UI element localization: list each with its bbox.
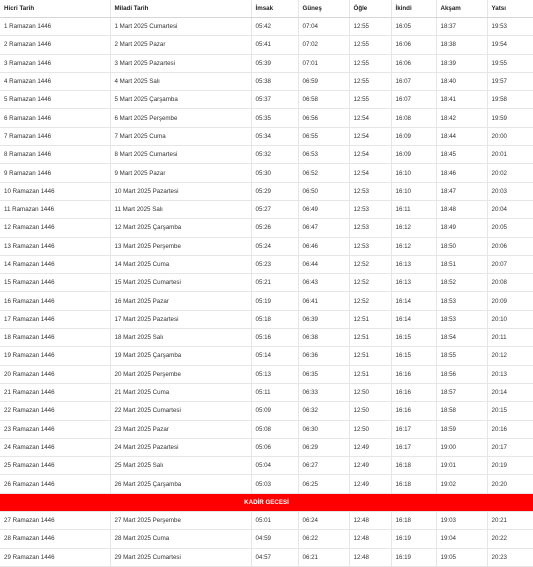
cell-imsak-time: 05:34 xyxy=(251,127,298,145)
cell-imsak-time: 04:57 xyxy=(251,548,298,566)
cell-aksam-time: 18:42 xyxy=(436,109,487,127)
cell-imsak-time: 05:23 xyxy=(251,255,298,273)
cell-yatsi-time: 20:06 xyxy=(487,237,533,255)
cell-ogle-time: 12:49 xyxy=(349,475,391,493)
col-header-ikindi: İkindi xyxy=(391,0,436,18)
cell-yatsi-time: 20:00 xyxy=(487,127,533,145)
cell-ikindi-time: 16:07 xyxy=(391,91,436,109)
cell-yatsi-time: 20:14 xyxy=(487,383,533,401)
cell-yatsi-time: 20:02 xyxy=(487,164,533,182)
cell-hicri-date: 24 Ramazan 1446 xyxy=(0,438,110,456)
cell-imsak-time: 05:04 xyxy=(251,457,298,475)
cell-miladi-date: 21 Mart 2025 Cuma xyxy=(110,383,251,401)
cell-aksam-time: 19:00 xyxy=(436,438,487,456)
cell-yatsi-time: 20:21 xyxy=(487,512,533,530)
cell-gunes-time: 06:47 xyxy=(298,219,349,237)
cell-hicri-date: 25 Ramazan 1446 xyxy=(0,457,110,475)
cell-ogle-time: 12:53 xyxy=(349,200,391,218)
cell-aksam-time: 18:59 xyxy=(436,420,487,438)
table-row xyxy=(0,402,533,420)
cell-imsak-time: 05:08 xyxy=(251,420,298,438)
cell-miladi-date: 7 Mart 2025 Cuma xyxy=(110,127,251,145)
cell-hicri-date: 27 Ramazan 1446 xyxy=(0,512,110,530)
table-row xyxy=(0,72,533,90)
cell-ikindi-time: 16:16 xyxy=(391,402,436,420)
cell-ogle-time: 12:49 xyxy=(349,457,391,475)
cell-gunes-time: 07:04 xyxy=(298,18,349,36)
cell-yatsi-time: 19:57 xyxy=(487,72,533,90)
cell-imsak-time: 05:41 xyxy=(251,36,298,54)
cell-miladi-date: 12 Mart 2025 Çarşamba xyxy=(110,219,251,237)
cell-yatsi-time: 20:07 xyxy=(487,255,533,273)
cell-aksam-time: 18:40 xyxy=(436,72,487,90)
cell-aksam-time: 18:39 xyxy=(436,54,487,72)
cell-aksam-time: 18:52 xyxy=(436,274,487,292)
cell-ikindi-time: 16:19 xyxy=(391,530,436,548)
cell-yatsi-time: 20:03 xyxy=(487,182,533,200)
cell-miladi-date: 17 Mart 2025 Pazartesi xyxy=(110,310,251,328)
table-body xyxy=(0,18,533,567)
cell-gunes-time: 06:33 xyxy=(298,383,349,401)
cell-hicri-date: 3 Ramazan 1446 xyxy=(0,54,110,72)
col-header-aksam: Akşam xyxy=(436,0,487,18)
cell-aksam-time: 18:38 xyxy=(436,36,487,54)
cell-gunes-time: 06:27 xyxy=(298,457,349,475)
cell-ogle-time: 12:51 xyxy=(349,310,391,328)
cell-yatsi-time: 20:12 xyxy=(487,347,533,365)
cell-hicri-date: 19 Ramazan 1446 xyxy=(0,347,110,365)
cell-ogle-time: 12:51 xyxy=(349,347,391,365)
cell-hicri-date: 21 Ramazan 1446 xyxy=(0,383,110,401)
cell-aksam-time: 18:51 xyxy=(436,255,487,273)
cell-ogle-time: 12:52 xyxy=(349,292,391,310)
cell-aksam-time: 18:37 xyxy=(436,18,487,36)
cell-hicri-date: 29 Ramazan 1446 xyxy=(0,548,110,566)
cell-ikindi-time: 16:12 xyxy=(391,237,436,255)
cell-gunes-time: 06:39 xyxy=(298,310,349,328)
cell-hicri-date: 20 Ramazan 1446 xyxy=(0,365,110,383)
cell-miladi-date: 3 Mart 2025 Pazartesi xyxy=(110,54,251,72)
cell-yatsi-time: 20:09 xyxy=(487,292,533,310)
cell-yatsi-time: 19:55 xyxy=(487,54,533,72)
cell-miladi-date: 1 Mart 2025 Cumartesi xyxy=(110,18,251,36)
cell-ikindi-time: 16:05 xyxy=(391,18,436,36)
cell-hicri-date: 28 Ramazan 1446 xyxy=(0,530,110,548)
cell-ikindi-time: 16:13 xyxy=(391,255,436,273)
cell-imsak-time: 05:30 xyxy=(251,164,298,182)
cell-imsak-time: 05:32 xyxy=(251,146,298,164)
cell-ogle-time: 12:50 xyxy=(349,420,391,438)
cell-gunes-time: 07:02 xyxy=(298,36,349,54)
cell-yatsi-time: 20:04 xyxy=(487,200,533,218)
table-row xyxy=(0,347,533,365)
cell-miladi-date: 16 Mart 2025 Pazar xyxy=(110,292,251,310)
cell-yatsi-time: 20:13 xyxy=(487,365,533,383)
cell-ikindi-time: 16:06 xyxy=(391,54,436,72)
cell-hicri-date: 2 Ramazan 1446 xyxy=(0,36,110,54)
cell-hicri-date: 15 Ramazan 1446 xyxy=(0,274,110,292)
col-header-yatsi: Yatsı xyxy=(487,0,533,18)
cell-miladi-date: 26 Mart 2025 Çarşamba xyxy=(110,475,251,493)
table-row xyxy=(0,255,533,273)
cell-aksam-time: 18:56 xyxy=(436,365,487,383)
cell-yatsi-time: 20:20 xyxy=(487,475,533,493)
cell-imsak-time: 05:18 xyxy=(251,310,298,328)
cell-ogle-time: 12:55 xyxy=(349,54,391,72)
cell-hicri-date: 17 Ramazan 1446 xyxy=(0,310,110,328)
cell-ogle-time: 12:54 xyxy=(349,109,391,127)
cell-imsak-time: 05:27 xyxy=(251,200,298,218)
cell-imsak-time: 05:37 xyxy=(251,91,298,109)
cell-yatsi-time: 20:10 xyxy=(487,310,533,328)
cell-ogle-time: 12:52 xyxy=(349,274,391,292)
table-row xyxy=(0,292,533,310)
cell-aksam-time: 18:45 xyxy=(436,146,487,164)
table-row xyxy=(0,420,533,438)
cell-imsak-time: 05:16 xyxy=(251,329,298,347)
cell-yatsi-time: 20:11 xyxy=(487,329,533,347)
cell-ikindi-time: 16:15 xyxy=(391,347,436,365)
table-row xyxy=(0,383,533,401)
cell-ikindi-time: 16:14 xyxy=(391,292,436,310)
table-row xyxy=(0,91,533,109)
cell-miladi-date: 6 Mart 2025 Perşembe xyxy=(110,109,251,127)
cell-ikindi-time: 16:16 xyxy=(391,365,436,383)
cell-yatsi-time: 20:23 xyxy=(487,548,533,566)
cell-hicri-date: 16 Ramazan 1446 xyxy=(0,292,110,310)
cell-miladi-date: 2 Mart 2025 Pazar xyxy=(110,36,251,54)
cell-aksam-time: 18:50 xyxy=(436,237,487,255)
cell-yatsi-time: 19:59 xyxy=(487,109,533,127)
table-row xyxy=(0,18,533,36)
cell-gunes-time: 06:36 xyxy=(298,347,349,365)
cell-miladi-date: 29 Mart 2025 Cumartesi xyxy=(110,548,251,566)
cell-aksam-time: 19:04 xyxy=(436,530,487,548)
cell-imsak-time: 05:39 xyxy=(251,54,298,72)
col-header-imsak: İmsak xyxy=(251,0,298,18)
cell-hicri-date: 4 Ramazan 1446 xyxy=(0,72,110,90)
cell-hicri-date: 1 Ramazan 1446 xyxy=(0,18,110,36)
cell-gunes-time: 06:41 xyxy=(298,292,349,310)
cell-miladi-date: 22 Mart 2025 Cumartesi xyxy=(110,402,251,420)
cell-miladi-date: 9 Mart 2025 Pazar xyxy=(110,164,251,182)
cell-ogle-time: 12:53 xyxy=(349,237,391,255)
cell-hicri-date: 13 Ramazan 1446 xyxy=(0,237,110,255)
cell-hicri-date: 6 Ramazan 1446 xyxy=(0,109,110,127)
table-row xyxy=(0,127,533,145)
cell-yatsi-time: 20:15 xyxy=(487,402,533,420)
cell-yatsi-time: 20:16 xyxy=(487,420,533,438)
cell-imsak-time: 05:19 xyxy=(251,292,298,310)
cell-ikindi-time: 16:13 xyxy=(391,274,436,292)
cell-imsak-time: 05:24 xyxy=(251,237,298,255)
cell-gunes-time: 06:58 xyxy=(298,91,349,109)
cell-gunes-time: 06:59 xyxy=(298,72,349,90)
cell-yatsi-time: 20:19 xyxy=(487,457,533,475)
cell-ogle-time: 12:48 xyxy=(349,548,391,566)
cell-ogle-time: 12:53 xyxy=(349,219,391,237)
cell-aksam-time: 18:53 xyxy=(436,310,487,328)
cell-yatsi-time: 19:54 xyxy=(487,36,533,54)
cell-miladi-date: 11 Mart 2025 Salı xyxy=(110,200,251,218)
cell-gunes-time: 06:53 xyxy=(298,146,349,164)
cell-aksam-time: 18:41 xyxy=(436,91,487,109)
cell-ogle-time: 12:55 xyxy=(349,18,391,36)
cell-aksam-time: 18:53 xyxy=(436,292,487,310)
cell-ikindi-time: 16:18 xyxy=(391,457,436,475)
table-row xyxy=(0,512,533,530)
table-row xyxy=(0,438,533,456)
table-header-row xyxy=(0,0,533,18)
cell-imsak-time: 05:14 xyxy=(251,347,298,365)
cell-ogle-time: 12:50 xyxy=(349,383,391,401)
cell-ikindi-time: 16:17 xyxy=(391,438,436,456)
cell-imsak-time: 05:29 xyxy=(251,182,298,200)
cell-gunes-time: 06:35 xyxy=(298,365,349,383)
cell-ikindi-time: 16:15 xyxy=(391,329,436,347)
cell-ogle-time: 12:52 xyxy=(349,255,391,273)
table-row xyxy=(0,530,533,548)
cell-ikindi-time: 16:12 xyxy=(391,219,436,237)
cell-aksam-time: 19:02 xyxy=(436,475,487,493)
cell-miladi-date: 25 Mart 2025 Salı xyxy=(110,457,251,475)
cell-imsak-time: 05:01 xyxy=(251,512,298,530)
table-row xyxy=(0,200,533,218)
cell-aksam-time: 18:44 xyxy=(436,127,487,145)
cell-hicri-date: 9 Ramazan 1446 xyxy=(0,164,110,182)
cell-gunes-time: 06:52 xyxy=(298,164,349,182)
table-row xyxy=(0,274,533,292)
cell-ogle-time: 12:54 xyxy=(349,127,391,145)
cell-ogle-time: 12:55 xyxy=(349,72,391,90)
cell-gunes-time: 06:56 xyxy=(298,109,349,127)
table-row xyxy=(0,329,533,347)
cell-ikindi-time: 16:19 xyxy=(391,548,436,566)
table-row xyxy=(0,457,533,475)
col-header-gunes: Güneş xyxy=(298,0,349,18)
cell-aksam-time: 18:47 xyxy=(436,182,487,200)
cell-ikindi-time: 16:06 xyxy=(391,36,436,54)
table-row xyxy=(0,146,533,164)
cell-ikindi-time: 16:16 xyxy=(391,383,436,401)
cell-gunes-time: 06:55 xyxy=(298,127,349,145)
cell-imsak-time: 05:03 xyxy=(251,475,298,493)
cell-ogle-time: 12:49 xyxy=(349,438,391,456)
cell-gunes-time: 06:30 xyxy=(298,420,349,438)
cell-ogle-time: 12:54 xyxy=(349,146,391,164)
cell-miladi-date: 18 Mart 2025 Salı xyxy=(110,329,251,347)
table-row xyxy=(0,109,533,127)
cell-aksam-time: 18:54 xyxy=(436,329,487,347)
cell-imsak-time: 05:42 xyxy=(251,18,298,36)
cell-yatsi-time: 19:53 xyxy=(487,18,533,36)
cell-yatsi-time: 19:58 xyxy=(487,91,533,109)
col-header-ogle: Öğle xyxy=(349,0,391,18)
cell-ogle-time: 12:53 xyxy=(349,182,391,200)
cell-gunes-time: 06:29 xyxy=(298,438,349,456)
col-header-hicri: Hicri Tarih xyxy=(0,0,110,18)
cell-imsak-time: 05:13 xyxy=(251,365,298,383)
cell-hicri-date: 11 Ramazan 1446 xyxy=(0,200,110,218)
cell-ikindi-time: 16:10 xyxy=(391,164,436,182)
cell-yatsi-time: 20:17 xyxy=(487,438,533,456)
cell-ikindi-time: 16:09 xyxy=(391,127,436,145)
table-row xyxy=(0,237,533,255)
cell-ikindi-time: 16:17 xyxy=(391,420,436,438)
cell-hicri-date: 5 Ramazan 1446 xyxy=(0,91,110,109)
cell-gunes-time: 06:43 xyxy=(298,274,349,292)
cell-hicri-date: 18 Ramazan 1446 xyxy=(0,329,110,347)
cell-miladi-date: 23 Mart 2025 Pazar xyxy=(110,420,251,438)
cell-ogle-time: 12:48 xyxy=(349,530,391,548)
cell-ikindi-time: 16:14 xyxy=(391,310,436,328)
cell-miladi-date: 20 Mart 2025 Perşembe xyxy=(110,365,251,383)
cell-miladi-date: 15 Mart 2025 Cumartesi xyxy=(110,274,251,292)
cell-hicri-date: 7 Ramazan 1446 xyxy=(0,127,110,145)
table-row xyxy=(0,182,533,200)
cell-imsak-time: 05:11 xyxy=(251,383,298,401)
cell-ikindi-time: 16:07 xyxy=(391,72,436,90)
cell-ikindi-time: 16:09 xyxy=(391,146,436,164)
cell-ogle-time: 12:51 xyxy=(349,365,391,383)
cell-hicri-date: 14 Ramazan 1446 xyxy=(0,255,110,273)
cell-aksam-time: 18:48 xyxy=(436,200,487,218)
cell-gunes-time: 06:44 xyxy=(298,255,349,273)
cell-aksam-time: 19:05 xyxy=(436,548,487,566)
cell-ikindi-time: 16:11 xyxy=(391,200,436,218)
table-row xyxy=(0,548,533,566)
cell-gunes-time: 06:21 xyxy=(298,548,349,566)
cell-ikindi-time: 16:08 xyxy=(391,109,436,127)
cell-ikindi-time: 16:18 xyxy=(391,475,436,493)
cell-hicri-date: 12 Ramazan 1446 xyxy=(0,219,110,237)
cell-miladi-date: 14 Mart 2025 Cuma xyxy=(110,255,251,273)
cell-aksam-time: 18:58 xyxy=(436,402,487,420)
cell-gunes-time: 06:25 xyxy=(298,475,349,493)
cell-ogle-time: 12:55 xyxy=(349,91,391,109)
cell-ogle-time: 12:51 xyxy=(349,329,391,347)
cell-imsak-time: 05:21 xyxy=(251,274,298,292)
cell-miladi-date: 28 Mart 2025 Cuma xyxy=(110,530,251,548)
kadir-gecesi-label: KADİR GECESİ xyxy=(0,493,533,511)
table-row xyxy=(0,310,533,328)
cell-imsak-time: 05:35 xyxy=(251,109,298,127)
cell-miladi-date: 27 Mart 2025 Perşembe xyxy=(110,512,251,530)
cell-aksam-time: 18:46 xyxy=(436,164,487,182)
cell-gunes-time: 06:49 xyxy=(298,200,349,218)
table-row xyxy=(0,475,533,493)
cell-gunes-time: 07:01 xyxy=(298,54,349,72)
cell-aksam-time: 18:57 xyxy=(436,383,487,401)
table-row xyxy=(0,219,533,237)
table-row xyxy=(0,54,533,72)
col-header-miladi: Miladi Tarih xyxy=(110,0,251,18)
cell-imsak-time: 04:59 xyxy=(251,530,298,548)
cell-yatsi-time: 20:01 xyxy=(487,146,533,164)
cell-gunes-time: 06:46 xyxy=(298,237,349,255)
cell-miladi-date: 19 Mart 2025 Çarşamba xyxy=(110,347,251,365)
cell-ogle-time: 12:55 xyxy=(349,36,391,54)
cell-gunes-time: 06:32 xyxy=(298,402,349,420)
cell-imsak-time: 05:06 xyxy=(251,438,298,456)
cell-ogle-time: 12:48 xyxy=(349,512,391,530)
cell-aksam-time: 19:03 xyxy=(436,512,487,530)
cell-ikindi-time: 16:18 xyxy=(391,512,436,530)
cell-hicri-date: 23 Ramazan 1446 xyxy=(0,420,110,438)
kadir-gecesi-row xyxy=(0,493,533,511)
table-row xyxy=(0,164,533,182)
cell-miladi-date: 5 Mart 2025 Çarşamba xyxy=(110,91,251,109)
table-row xyxy=(0,365,533,383)
cell-aksam-time: 18:49 xyxy=(436,219,487,237)
cell-hicri-date: 22 Ramazan 1446 xyxy=(0,402,110,420)
table-row xyxy=(0,36,533,54)
cell-yatsi-time: 20:22 xyxy=(487,530,533,548)
cell-miladi-date: 4 Mart 2025 Salı xyxy=(110,72,251,90)
cell-ikindi-time: 16:10 xyxy=(391,182,436,200)
cell-hicri-date: 26 Ramazan 1446 xyxy=(0,475,110,493)
cell-gunes-time: 06:24 xyxy=(298,512,349,530)
cell-imsak-time: 05:26 xyxy=(251,219,298,237)
cell-yatsi-time: 20:05 xyxy=(487,219,533,237)
cell-hicri-date: 8 Ramazan 1446 xyxy=(0,146,110,164)
cell-hicri-date: 10 Ramazan 1446 xyxy=(0,182,110,200)
cell-yatsi-time: 20:08 xyxy=(487,274,533,292)
cell-gunes-time: 06:38 xyxy=(298,329,349,347)
cell-gunes-time: 06:50 xyxy=(298,182,349,200)
cell-imsak-time: 05:38 xyxy=(251,72,298,90)
cell-imsak-time: 05:09 xyxy=(251,402,298,420)
cell-miladi-date: 24 Mart 2025 Pazartesi xyxy=(110,438,251,456)
cell-aksam-time: 19:01 xyxy=(436,457,487,475)
cell-miladi-date: 8 Mart 2025 Cumartesi xyxy=(110,146,251,164)
cell-miladi-date: 13 Mart 2025 Perşembe xyxy=(110,237,251,255)
cell-ogle-time: 12:50 xyxy=(349,402,391,420)
cell-miladi-date: 10 Mart 2025 Pazartesi xyxy=(110,182,251,200)
cell-aksam-time: 18:55 xyxy=(436,347,487,365)
cell-ogle-time: 12:54 xyxy=(349,164,391,182)
cell-gunes-time: 06:22 xyxy=(298,530,349,548)
